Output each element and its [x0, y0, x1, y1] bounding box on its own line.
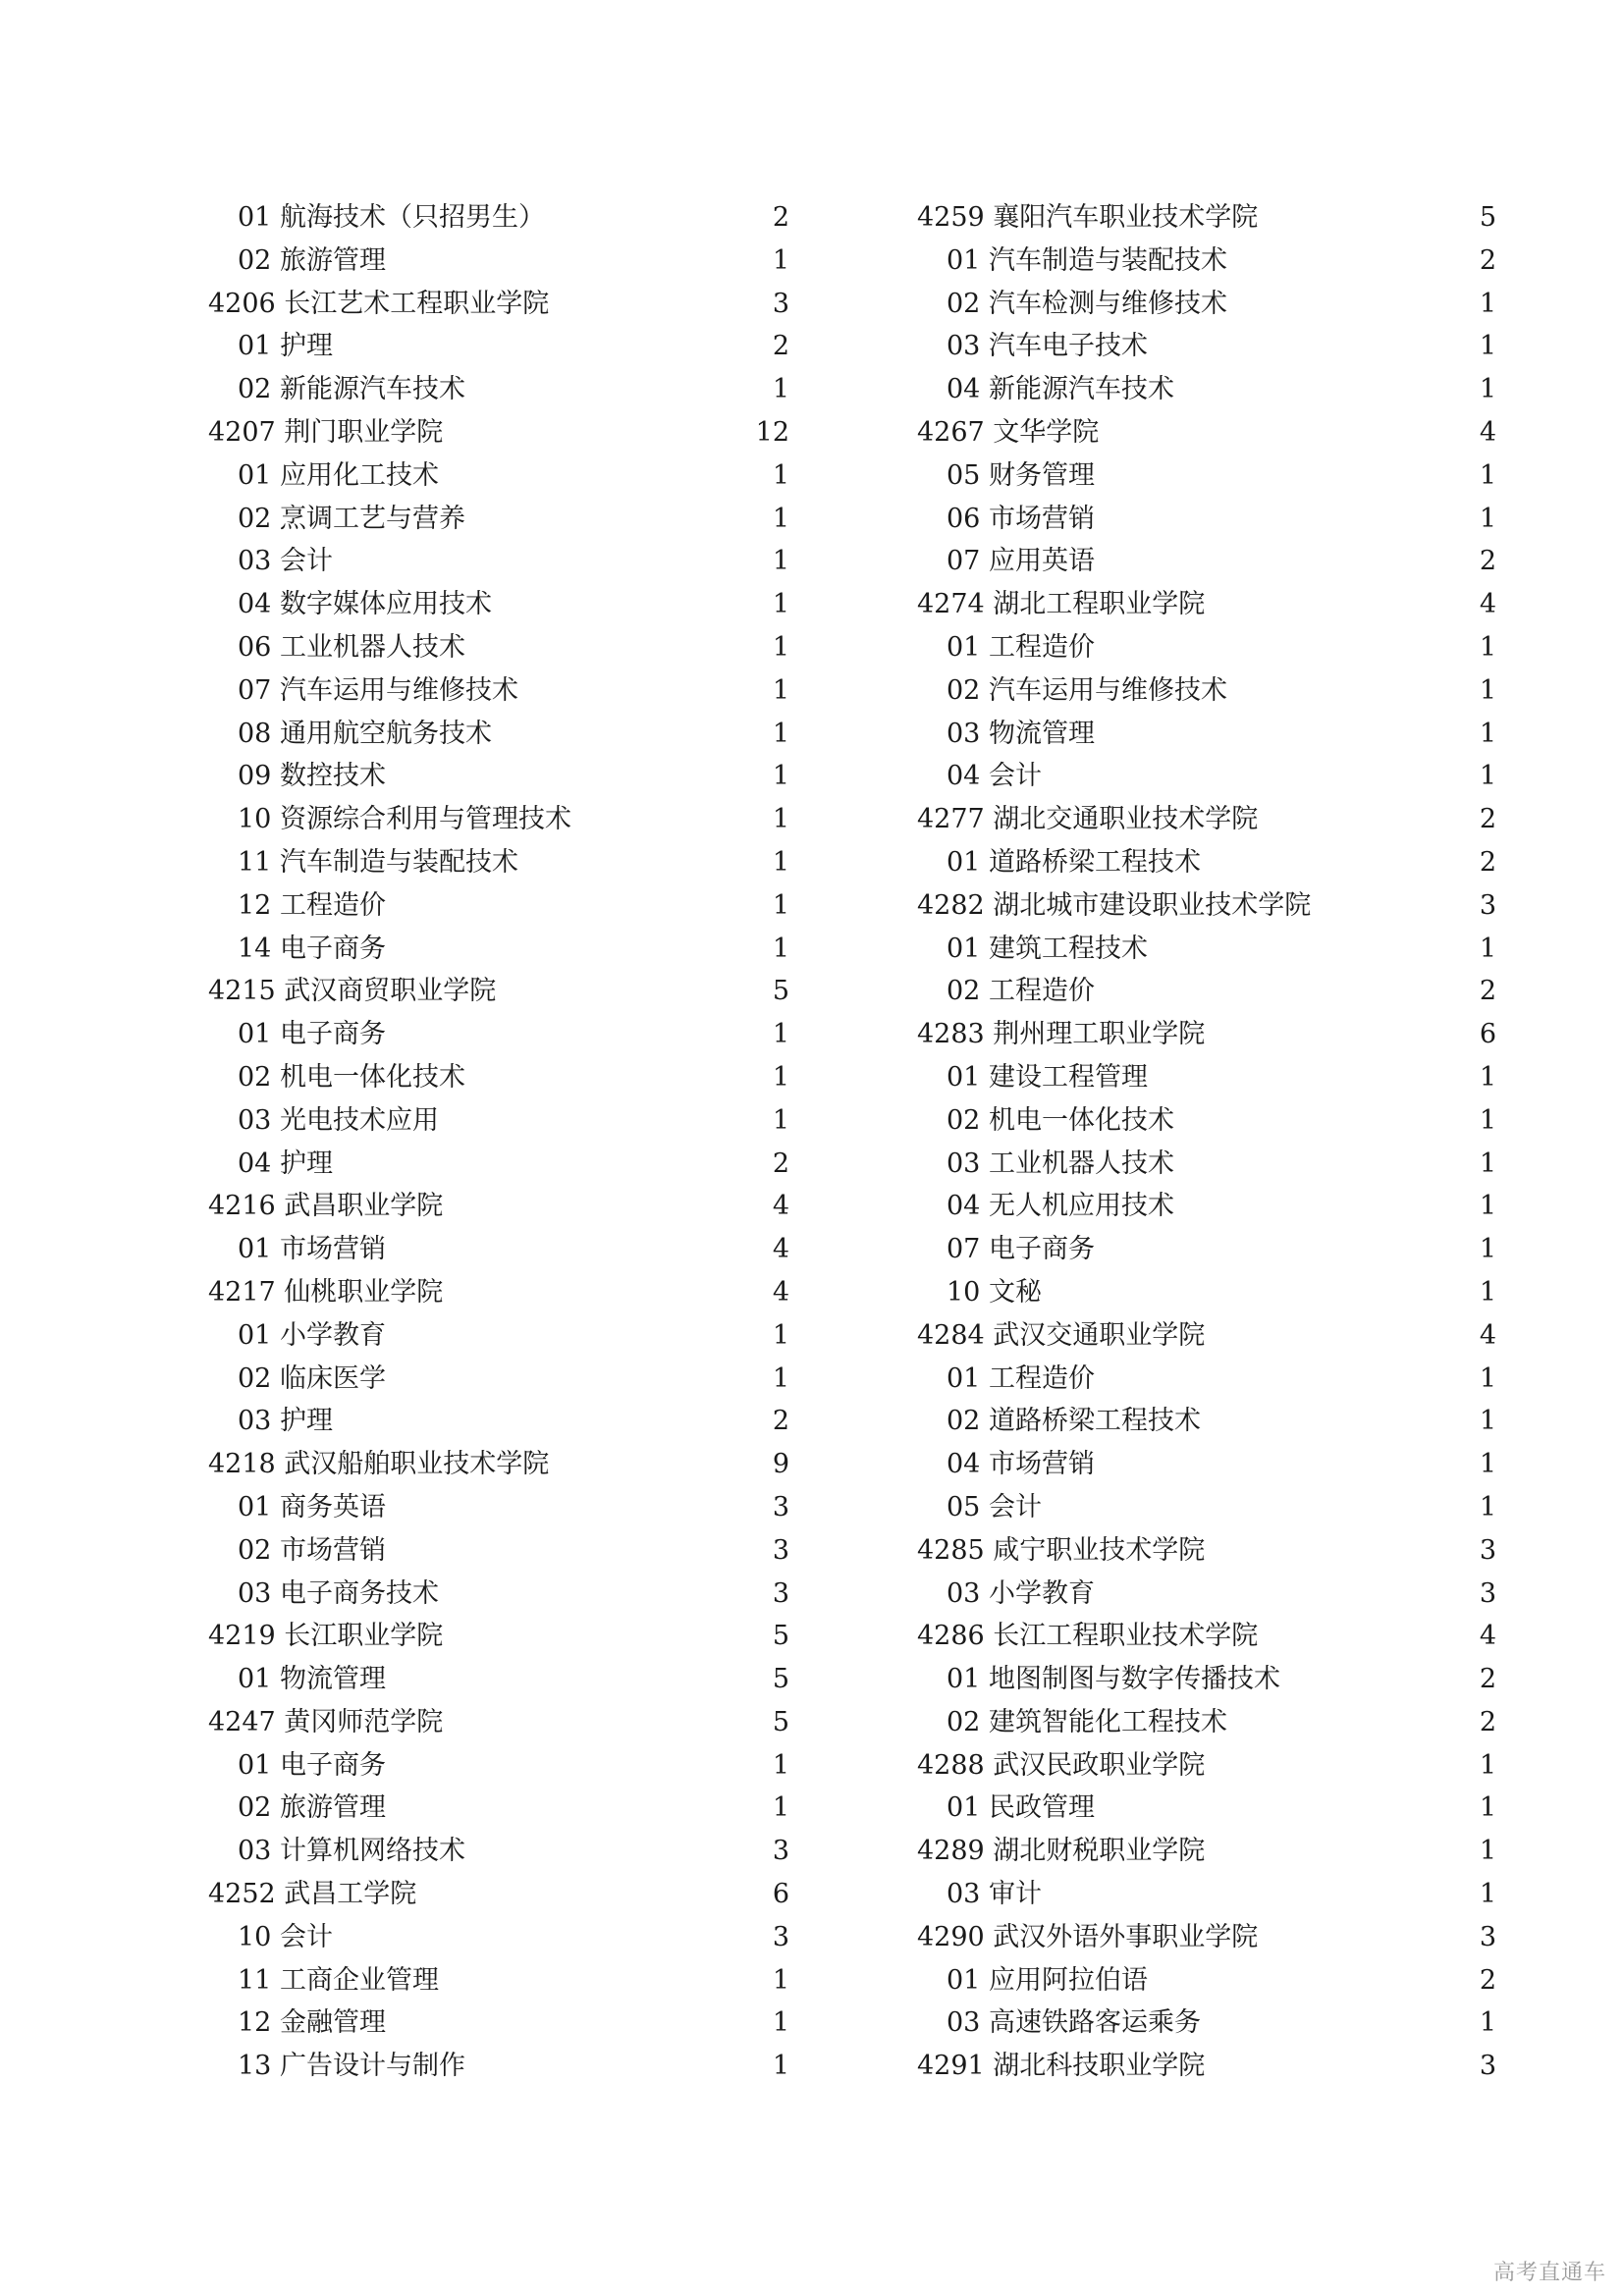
program-name: 01 地图制图与数字传播技术 — [947, 1664, 1280, 1695]
quota-count: 9 — [772, 1449, 789, 1480]
program-name: 11 汽车制造与装配技术 — [238, 846, 518, 878]
school-row — [917, 196, 1496, 240]
school-name: 4285 咸宁职业技术学院 — [917, 1534, 1206, 1566]
school-row — [208, 1701, 789, 1744]
quota-count: 4 — [1479, 1319, 1496, 1351]
school-name: 4219 长江职业学院 — [208, 1621, 444, 1652]
school-row — [208, 970, 789, 1013]
major-row — [917, 1143, 1496, 1186]
major-row — [917, 1271, 1496, 1314]
program-name: 02 道路桥梁工程技术 — [947, 1406, 1201, 1437]
school-row — [917, 1615, 1496, 1658]
quota-count: 2 — [1479, 976, 1496, 1007]
quota-count: 1 — [772, 1792, 789, 1824]
quota-count: 1 — [1479, 1104, 1496, 1136]
school-name: 4288 武汉民政职业学院 — [917, 1749, 1206, 1781]
school-row — [917, 411, 1496, 454]
quota-count: 1 — [772, 2007, 789, 2039]
program-name: 02 机电一体化技术 — [947, 1104, 1174, 1136]
program-name: 07 汽车运用与维修技术 — [238, 674, 518, 706]
program-name: 07 应用英语 — [947, 546, 1095, 577]
program-name: 14 电子商务 — [238, 933, 386, 964]
school-row — [208, 1443, 789, 1486]
quota-count: 2 — [772, 331, 789, 362]
school-name: 4207 荆门职业学院 — [208, 416, 444, 448]
program-name: 02 汽车运用与维修技术 — [947, 674, 1227, 706]
quota-count: 1 — [1479, 1749, 1496, 1781]
major-row — [917, 1358, 1496, 1401]
major-row — [917, 1228, 1496, 1271]
quota-count: 1 — [1479, 1879, 1496, 1910]
school-row — [208, 1873, 789, 1916]
major-row — [208, 841, 789, 884]
major-row — [208, 1486, 789, 1529]
quota-count: 1 — [772, 459, 789, 491]
quota-count: 1 — [772, 804, 789, 835]
quota-count: 3 — [772, 1534, 789, 1566]
school-name: 4259 襄阳汽车职业技术学院 — [917, 202, 1259, 233]
school-row — [208, 1271, 789, 1314]
quota-count: 4 — [1479, 1621, 1496, 1652]
program-name: 01 电子商务 — [238, 1019, 386, 1050]
program-name: 01 物流管理 — [238, 1664, 386, 1695]
quota-count: 2 — [772, 1148, 789, 1179]
major-row — [917, 713, 1496, 756]
major-row — [917, 1701, 1496, 1744]
quota-count: 3 — [772, 1491, 789, 1522]
quota-count: 4 — [1479, 589, 1496, 620]
school-row — [917, 1744, 1496, 1788]
major-row — [917, 755, 1496, 798]
program-name: 03 小学教育 — [947, 1577, 1095, 1609]
program-name: 03 光电技术应用 — [238, 1104, 439, 1136]
program-name: 03 护理 — [238, 1406, 333, 1437]
quota-count: 1 — [1479, 1148, 1496, 1179]
school-name: 4215 武汉商贸职业学院 — [208, 976, 497, 1007]
program-name: 04 护理 — [238, 1148, 333, 1179]
major-row — [917, 1658, 1496, 1701]
quota-count: 1 — [1479, 1491, 1496, 1522]
major-row — [917, 498, 1496, 541]
quota-count: 1 — [772, 589, 789, 620]
program-name: 12 工程造价 — [238, 889, 386, 921]
school-name: 4247 黄冈师范学院 — [208, 1706, 444, 1737]
quota-count: 1 — [772, 374, 789, 405]
school-name: 4283 荆州理工职业学院 — [917, 1019, 1206, 1050]
major-row — [917, 325, 1496, 368]
program-name: 13 广告设计与制作 — [238, 2051, 465, 2082]
quota-count: 2 — [1479, 1706, 1496, 1737]
major-row — [208, 1143, 789, 1186]
major-row — [208, 1314, 789, 1358]
program-name: 02 市场营销 — [238, 1534, 386, 1566]
program-name: 04 数字媒体应用技术 — [238, 589, 492, 620]
quota-count: 4 — [772, 1191, 789, 1222]
quota-count: 1 — [1479, 1792, 1496, 1824]
quota-count: 1 — [1479, 331, 1496, 362]
school-row — [917, 1916, 1496, 1959]
quota-count: 1 — [772, 631, 789, 663]
major-row — [917, 540, 1496, 583]
quota-count: 3 — [1479, 1534, 1496, 1566]
major-row — [208, 1056, 789, 1099]
program-name: 03 计算机网络技术 — [238, 1836, 465, 1867]
program-name: 01 建筑工程技术 — [947, 933, 1148, 964]
quota-count: 3 — [772, 288, 789, 319]
quota-count: 1 — [1479, 459, 1496, 491]
quota-count: 1 — [1479, 761, 1496, 792]
quota-count: 1 — [772, 761, 789, 792]
school-row — [208, 1615, 789, 1658]
quota-count: 3 — [1479, 2051, 1496, 2082]
quota-count: 2 — [1479, 1664, 1496, 1695]
quota-count: 2 — [1479, 1964, 1496, 1996]
school-row — [917, 884, 1496, 928]
program-name: 02 旅游管理 — [238, 244, 386, 276]
quota-count: 1 — [772, 244, 789, 276]
program-name: 11 工商企业管理 — [238, 1964, 439, 1996]
quota-count: 1 — [772, 933, 789, 964]
quota-count: 1 — [772, 889, 789, 921]
quota-count: 3 — [1479, 1921, 1496, 1952]
school-name: 4274 湖北工程职业学院 — [917, 589, 1206, 620]
major-row — [208, 1358, 789, 1401]
program-name: 09 数控技术 — [238, 761, 386, 792]
program-name: 02 新能源汽车技术 — [238, 374, 465, 405]
quota-count: 5 — [772, 976, 789, 1007]
major-row — [917, 1185, 1496, 1228]
quota-count: 1 — [772, 1061, 789, 1093]
quota-count: 5 — [1479, 202, 1496, 233]
quota-count: 1 — [772, 1319, 789, 1351]
program-name: 01 工程造价 — [947, 1362, 1095, 1394]
major-row — [917, 1099, 1496, 1143]
quota-count: 5 — [772, 1706, 789, 1737]
program-name: 10 资源综合利用与管理技术 — [238, 804, 571, 835]
major-row — [208, 1744, 789, 1788]
quota-count: 3 — [772, 1921, 789, 1952]
major-row — [208, 798, 789, 841]
program-name: 04 无人机应用技术 — [947, 1191, 1174, 1222]
quota-count: 6 — [772, 1879, 789, 1910]
quota-count: 1 — [1479, 288, 1496, 319]
major-row — [917, 368, 1496, 411]
school-row — [208, 283, 789, 326]
program-name: 01 工程造价 — [947, 631, 1095, 663]
program-name: 04 会计 — [947, 761, 1042, 792]
major-row — [208, 368, 789, 411]
program-name: 10 文秘 — [947, 1276, 1042, 1308]
quota-count: 1 — [772, 674, 789, 706]
school-row — [917, 2045, 1496, 2088]
major-row — [208, 1787, 789, 1830]
program-name: 01 商务英语 — [238, 1491, 386, 1522]
program-name: 10 会计 — [238, 1921, 333, 1952]
program-name: 01 电子商务 — [238, 1749, 386, 1781]
program-name: 03 物流管理 — [947, 718, 1095, 749]
school-row — [208, 411, 789, 454]
major-row — [917, 970, 1496, 1013]
school-name: 4282 湖北城市建设职业技术学院 — [917, 889, 1312, 921]
quota-count: 1 — [1479, 1362, 1496, 1394]
major-row — [208, 1573, 789, 1616]
major-row — [208, 713, 789, 756]
program-name: 02 临床医学 — [238, 1362, 386, 1394]
program-name: 01 护理 — [238, 331, 333, 362]
program-name: 05 会计 — [947, 1491, 1042, 1522]
program-name: 01 小学教育 — [238, 1319, 386, 1351]
major-row — [208, 583, 789, 626]
quota-count: 1 — [772, 1019, 789, 1050]
quota-count: 1 — [772, 1362, 789, 1394]
program-name: 01 航海技术（只招男生） — [238, 202, 545, 233]
right-column — [917, 196, 1496, 2088]
major-row — [208, 1013, 789, 1056]
quota-count: 3 — [772, 1577, 789, 1609]
major-row — [917, 841, 1496, 884]
program-name: 03 工业机器人技术 — [947, 1148, 1174, 1179]
program-name: 02 工程造价 — [947, 976, 1095, 1007]
program-name: 04 市场营销 — [947, 1449, 1095, 1480]
major-row — [208, 240, 789, 283]
quota-count: 3 — [772, 1836, 789, 1867]
quota-count: 2 — [1479, 804, 1496, 835]
program-name: 01 民政管理 — [947, 1792, 1095, 1824]
program-name: 03 电子商务技术 — [238, 1577, 439, 1609]
major-row — [917, 1486, 1496, 1529]
major-row — [208, 1228, 789, 1271]
school-name: 4291 湖北科技职业学院 — [917, 2051, 1206, 2082]
quota-count: 4 — [1479, 416, 1496, 448]
major-row — [208, 1830, 789, 1873]
school-name: 4284 武汉交通职业学院 — [917, 1319, 1206, 1351]
quota-count: 1 — [772, 718, 789, 749]
quota-count: 5 — [772, 1621, 789, 1652]
major-row — [208, 626, 789, 669]
school-row — [917, 1830, 1496, 1873]
school-name: 4267 文华学院 — [917, 416, 1100, 448]
quota-count: 2 — [772, 202, 789, 233]
quota-count: 1 — [1479, 1836, 1496, 1867]
major-row — [917, 283, 1496, 326]
major-row — [208, 884, 789, 928]
quota-count: 1 — [772, 2051, 789, 2082]
major-row — [208, 540, 789, 583]
quota-count: 1 — [772, 503, 789, 534]
quota-count: 2 — [1479, 846, 1496, 878]
quota-count: 3 — [1479, 889, 1496, 921]
major-row — [208, 196, 789, 240]
program-name: 02 机电一体化技术 — [238, 1061, 465, 1093]
school-name: 4289 湖北财税职业学院 — [917, 1836, 1206, 1867]
school-row — [917, 583, 1496, 626]
quota-count: 3 — [1479, 1577, 1496, 1609]
school-name: 4286 长江工程职业技术学院 — [917, 1621, 1259, 1652]
quota-count: 1 — [772, 846, 789, 878]
quota-count: 1 — [1479, 1449, 1496, 1480]
major-row — [208, 325, 789, 368]
school-row — [917, 1314, 1496, 1358]
major-row — [917, 240, 1496, 283]
school-name: 4206 长江艺术工程职业学院 — [208, 288, 550, 319]
major-row — [917, 1443, 1496, 1486]
quota-count: 1 — [772, 1104, 789, 1136]
major-row — [208, 1658, 789, 1701]
school-name: 4216 武昌职业学院 — [208, 1191, 444, 1222]
major-row — [208, 1529, 789, 1573]
quota-count: 4 — [772, 1234, 789, 1265]
quota-count: 1 — [1479, 674, 1496, 706]
major-row — [208, 928, 789, 971]
major-row — [208, 498, 789, 541]
major-row — [917, 1959, 1496, 2002]
major-row — [917, 2002, 1496, 2045]
quota-count: 1 — [772, 1749, 789, 1781]
quota-count: 6 — [1479, 1019, 1496, 1050]
major-row — [917, 1787, 1496, 1830]
major-row — [208, 1916, 789, 1959]
school-name: 4290 武汉外语外事职业学院 — [917, 1921, 1259, 1952]
quota-count: 1 — [1479, 2007, 1496, 2039]
major-row — [208, 1959, 789, 2002]
program-name: 02 旅游管理 — [238, 1792, 386, 1824]
quota-count: 1 — [1479, 1406, 1496, 1437]
program-name: 06 工业机器人技术 — [238, 631, 465, 663]
quota-count: 2 — [1479, 546, 1496, 577]
watermark: 高考直通车 — [1492, 2261, 1606, 2285]
program-name: 03 会计 — [238, 546, 333, 577]
major-row — [208, 2045, 789, 2088]
program-name: 03 审计 — [947, 1879, 1042, 1910]
quota-count: 1 — [1479, 1276, 1496, 1308]
quota-count: 1 — [1479, 1234, 1496, 1265]
program-name: 01 汽车制造与装配技术 — [947, 244, 1227, 276]
quota-count: 1 — [1479, 718, 1496, 749]
quota-count: 1 — [1479, 631, 1496, 663]
major-row — [917, 1873, 1496, 1916]
major-row — [917, 928, 1496, 971]
program-name: 08 通用航空航务技术 — [238, 718, 492, 749]
program-name: 02 汽车检测与维修技术 — [947, 288, 1227, 319]
school-name: 4218 武汉船舶职业技术学院 — [208, 1449, 550, 1480]
program-name: 02 烹调工艺与营养 — [238, 503, 465, 534]
left-column — [208, 196, 789, 2088]
school-name: 4217 仙桃职业学院 — [208, 1276, 444, 1308]
program-name: 01 市场营销 — [238, 1234, 386, 1265]
school-row — [208, 1185, 789, 1228]
major-row — [208, 2002, 789, 2045]
major-row — [208, 1400, 789, 1443]
quota-count: 1 — [1479, 1061, 1496, 1093]
quota-count: 1 — [772, 546, 789, 577]
program-name: 06 市场营销 — [947, 503, 1095, 534]
quota-count: 1 — [1479, 503, 1496, 534]
major-row — [917, 669, 1496, 713]
quota-count: 4 — [772, 1276, 789, 1308]
program-name: 01 应用阿拉伯语 — [947, 1964, 1148, 1996]
major-row — [917, 1573, 1496, 1616]
school-row — [917, 798, 1496, 841]
major-row — [917, 1400, 1496, 1443]
quota-count: 2 — [772, 1406, 789, 1437]
major-row — [208, 755, 789, 798]
major-row — [917, 626, 1496, 669]
program-name: 05 财务管理 — [947, 459, 1095, 491]
major-row — [208, 669, 789, 713]
program-name: 12 金融管理 — [238, 2007, 386, 2039]
program-name: 04 新能源汽车技术 — [947, 374, 1174, 405]
quota-count: 12 — [755, 416, 789, 448]
program-name: 03 高速铁路客运乘务 — [947, 2007, 1201, 2039]
program-name: 01 道路桥梁工程技术 — [947, 846, 1201, 878]
major-row — [917, 454, 1496, 498]
quota-count: 5 — [772, 1664, 789, 1695]
quota-count: 1 — [772, 1964, 789, 1996]
major-row — [917, 1056, 1496, 1099]
school-row — [917, 1013, 1496, 1056]
quota-count: 1 — [1479, 933, 1496, 964]
program-name: 02 建筑智能化工程技术 — [947, 1706, 1227, 1737]
program-name: 07 电子商务 — [947, 1234, 1095, 1265]
program-name: 01 建设工程管理 — [947, 1061, 1148, 1093]
quota-count: 2 — [1479, 244, 1496, 276]
school-name: 4277 湖北交通职业技术学院 — [917, 804, 1259, 835]
major-row — [208, 454, 789, 498]
school-name: 4252 武昌工学院 — [208, 1879, 417, 1910]
major-row — [208, 1099, 789, 1143]
school-row — [917, 1529, 1496, 1573]
program-name: 01 应用化工技术 — [238, 459, 439, 491]
quota-count: 1 — [1479, 1191, 1496, 1222]
program-name: 03 汽车电子技术 — [947, 331, 1148, 362]
quota-count: 1 — [1479, 374, 1496, 405]
